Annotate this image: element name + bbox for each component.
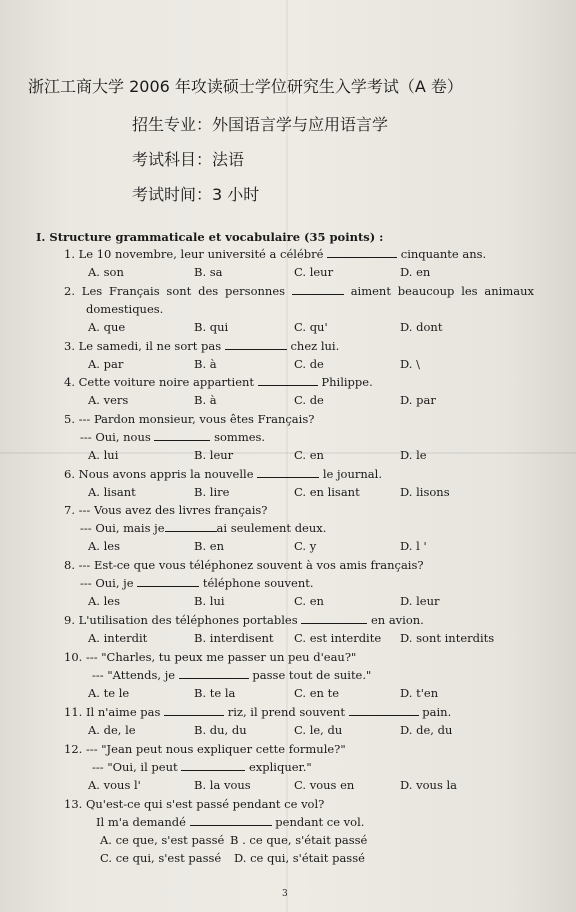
answer-blank xyxy=(292,284,344,295)
option-b: B. leur xyxy=(194,448,234,462)
option-c: C. de xyxy=(294,357,324,371)
option-a: A. les xyxy=(88,594,121,608)
option-c: C. y xyxy=(294,539,317,553)
section-heading: I. Structure grammaticale et vocabulaire (35 points) : xyxy=(36,230,384,244)
option-row xyxy=(64,849,534,867)
option-b: B. à xyxy=(194,357,217,371)
option-b: B . ce que, s'était passé xyxy=(230,833,368,847)
question-text: pain. xyxy=(418,705,452,719)
answer-blank xyxy=(179,668,249,679)
question-text: 10. --- "Charles, tu peux me passer un peu d'eau?" xyxy=(64,650,357,664)
question-text: 7. --- Vous avez des livres français? xyxy=(64,503,268,517)
question-10 xyxy=(64,648,534,702)
question-8-line-2 xyxy=(64,574,534,592)
question-text: --- Oui, nous xyxy=(80,430,155,444)
question-9 xyxy=(64,611,534,647)
answer-blank xyxy=(225,339,287,350)
question-2 xyxy=(64,282,534,336)
answer-blank xyxy=(258,375,318,386)
option-b: B. lui xyxy=(194,594,225,608)
question-text: sommes. xyxy=(210,430,266,444)
option-c: C. de xyxy=(294,393,324,407)
option-c: C. qu' xyxy=(294,320,328,334)
question-5-line-1 xyxy=(64,410,534,428)
option-c: C. le, du xyxy=(294,723,343,737)
question-11-line-1 xyxy=(64,703,534,721)
question-12 xyxy=(64,740,534,794)
answer-blank xyxy=(137,576,199,587)
option-c: C. ce qui, s'est passé xyxy=(100,851,222,865)
question-text: 6. Nous avons appris la nouvelle xyxy=(64,467,258,481)
question-6 xyxy=(64,465,534,501)
question-text: en avion. xyxy=(367,613,424,627)
question-11 xyxy=(64,703,534,739)
question-text: riz, il prend souvent xyxy=(224,705,349,719)
option-b: B. qui xyxy=(194,320,229,334)
question-text: expliquer." xyxy=(245,760,312,774)
option-a: A. lui xyxy=(88,448,119,462)
option-b: B. la vous xyxy=(194,778,251,792)
question-4 xyxy=(64,373,534,409)
question-text: 3. Le samedi, il ne sort pas xyxy=(64,339,225,353)
question-9-line-1 xyxy=(64,611,534,629)
question-text: téléphone souvent. xyxy=(199,576,314,590)
option-row xyxy=(64,592,534,610)
question-text: 11. Il n'aime pas xyxy=(64,705,165,719)
question-text: --- "Attends, je xyxy=(92,668,179,682)
question-3 xyxy=(64,337,534,373)
question-text: 9. L'utilisation des téléphones portables xyxy=(64,613,302,627)
question-text: Philippe. xyxy=(317,375,373,389)
question-text: --- Oui, mais je xyxy=(80,521,165,535)
question-13-line-1 xyxy=(64,795,534,813)
question-7-line-2 xyxy=(64,519,534,537)
option-b: B. lire xyxy=(194,485,230,499)
exam-subject: 考试科目：法语 xyxy=(132,150,245,169)
exam-title: 浙江工商大学 2006 年攻读硕士学位研究生入学考试（A 卷） xyxy=(28,77,463,96)
option-d: D. sont interdits xyxy=(400,631,495,645)
option-a: A. vers xyxy=(88,393,129,407)
question-text: --- Oui, je xyxy=(80,576,138,590)
question-10-line-2 xyxy=(64,666,534,684)
question-text: 13. Qu'est-ce qui s'est passé pendant ce vol? xyxy=(64,797,325,811)
option-b: B. interdisent xyxy=(194,631,274,645)
question-12-line-1 xyxy=(64,740,534,758)
exam-major: 招生专业：外国语言学与应用语言学 xyxy=(132,115,389,134)
question-5-line-2 xyxy=(64,428,534,446)
option-a: A. son xyxy=(88,265,124,279)
question-text: --- "Oui, il peut xyxy=(92,760,182,774)
answer-blank xyxy=(327,247,397,258)
question-text: passe tout de suite." xyxy=(248,668,372,682)
question-13 xyxy=(64,795,534,867)
option-c: C. leur xyxy=(294,265,334,279)
question-text: domestiques. xyxy=(86,302,164,316)
option-a: A. les xyxy=(88,539,121,553)
answer-blank xyxy=(165,521,217,532)
option-d: D. ce qui, s'était passé xyxy=(234,851,365,865)
question-10-line-1 xyxy=(64,648,534,666)
option-row xyxy=(64,355,534,373)
question-text: 4. Cette voiture noire appartient xyxy=(64,375,258,389)
question-text: cinquante ans. xyxy=(397,247,487,261)
option-row xyxy=(64,483,534,501)
option-a: A. de, le xyxy=(88,723,136,737)
answer-blank xyxy=(164,705,224,716)
option-c: C. en xyxy=(294,594,324,608)
question-5 xyxy=(64,410,534,464)
question-text: pendant ce vol. xyxy=(271,815,365,829)
option-a: A. par xyxy=(88,357,124,371)
answer-blank xyxy=(181,760,245,771)
question-text: 2. Les Français sont des personnes xyxy=(64,284,292,298)
option-a: A. interdit xyxy=(88,631,148,645)
answer-blank xyxy=(301,613,367,624)
option-a: A. te le xyxy=(88,686,130,700)
option-c: C. vous en xyxy=(294,778,355,792)
option-d: D. vous la xyxy=(400,778,458,792)
question-6-line-1 xyxy=(64,465,534,483)
answer-blank xyxy=(154,430,210,441)
option-d: D. t'en xyxy=(400,686,439,700)
option-b: B. en xyxy=(194,539,224,553)
option-d: D. dont xyxy=(400,320,443,334)
question-8-line-1 xyxy=(64,556,534,574)
question-text: chez lui. xyxy=(286,339,340,353)
option-b: B. à xyxy=(194,393,217,407)
question-2-line-1 xyxy=(64,282,534,300)
page-number: 3 xyxy=(282,889,288,899)
option-c: C. est interdite xyxy=(294,631,382,645)
question-text: 5. --- Pardon monsieur, vous êtes Français? xyxy=(64,412,315,426)
option-b: B. sa xyxy=(194,265,223,279)
question-13-line-2 xyxy=(64,813,534,831)
option-d: D. en xyxy=(400,265,431,279)
option-d: D. lisons xyxy=(400,485,450,499)
question-text: ai seulement deux. xyxy=(216,521,327,535)
exam-duration: 考试时间：3 小时 xyxy=(132,185,260,204)
option-d: D. l ' xyxy=(400,539,427,553)
question-3-line-1 xyxy=(64,337,534,355)
option-b: B. du, du xyxy=(194,723,247,737)
option-row xyxy=(64,629,534,647)
question-text: 1. Le 10 novembre, leur université a célébré xyxy=(64,247,328,261)
question-1 xyxy=(64,245,534,281)
question-2-line-2 xyxy=(64,300,534,318)
question-4-line-1 xyxy=(64,373,534,391)
answer-blank xyxy=(190,815,272,826)
option-row xyxy=(64,537,534,555)
option-a: A. vous l' xyxy=(88,778,141,792)
option-c: C. en xyxy=(294,448,324,462)
answer-blank xyxy=(257,467,319,478)
option-row xyxy=(64,446,534,464)
option-c: C. en te xyxy=(294,686,339,700)
option-d: D. par xyxy=(400,393,436,407)
option-row xyxy=(64,684,534,702)
question-12-line-2 xyxy=(64,758,534,776)
option-a: A. lisant xyxy=(88,485,136,499)
question-text: le journal. xyxy=(319,467,382,481)
option-a: A. ce que, s'est passé xyxy=(100,833,225,847)
option-row xyxy=(64,318,534,336)
question-7 xyxy=(64,501,534,555)
option-row xyxy=(64,391,534,409)
option-row xyxy=(64,263,534,281)
question-7-line-1 xyxy=(64,501,534,519)
question-text: aiment beaucoup les animaux xyxy=(343,284,535,298)
option-row xyxy=(64,776,534,794)
question-1-line-1 xyxy=(64,245,534,263)
option-row xyxy=(64,831,534,849)
option-d: D. le xyxy=(400,448,427,462)
question-text: 8. --- Est-ce que vous téléphonez souvent à vos amis français? xyxy=(64,558,424,572)
answer-blank xyxy=(349,705,419,716)
option-c: C. en lisant xyxy=(294,485,360,499)
option-row xyxy=(64,721,534,739)
option-d: D. \ xyxy=(400,357,420,371)
option-d: D. leur xyxy=(400,594,440,608)
question-text: Il m'a demandé xyxy=(96,815,190,829)
question-text: 12. --- "Jean peut nous expliquer cette formule?" xyxy=(64,742,346,756)
question-8 xyxy=(64,556,534,610)
option-d: D. de, du xyxy=(400,723,453,737)
option-b: B. te la xyxy=(194,686,236,700)
option-a: A. que xyxy=(88,320,126,334)
